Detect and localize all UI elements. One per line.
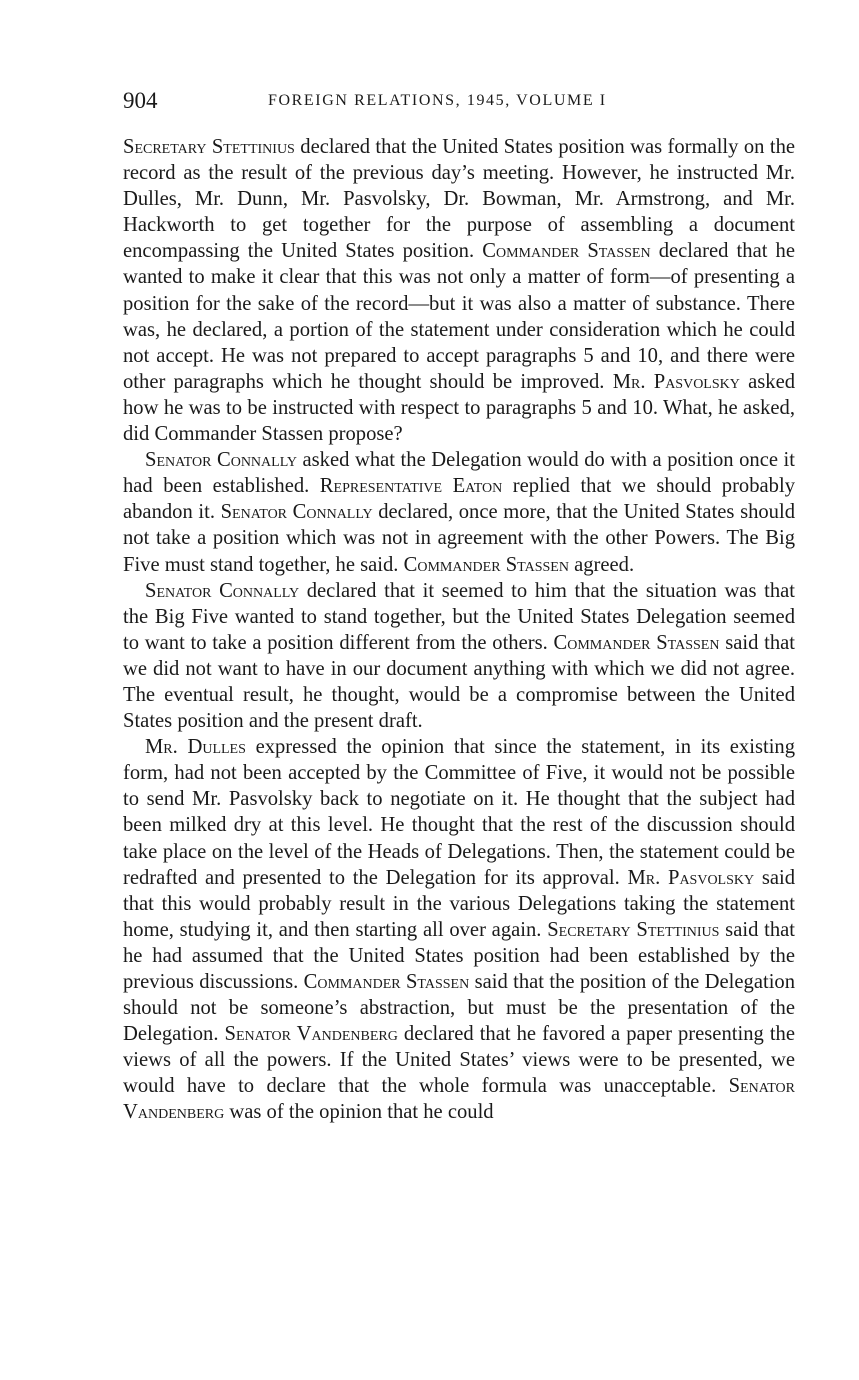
paragraph-text: declared, once more, that the United States should not take a position which was not in agreement with the other Powers. The Big Five must stand together, he said. — [123, 501, 795, 576]
speaker-name: Senator Connally — [220, 501, 373, 524]
paragraph-text: replied that we should probably abandon it. — [123, 475, 795, 524]
speaker-name: Commander Stassen — [482, 240, 651, 263]
speaker-name: Mr. Pasvolsky — [612, 370, 740, 393]
paragraph-text: said that he had assumed that the United States position had been established by the previous discussions. — [123, 918, 796, 993]
page-header — [123, 88, 795, 122]
speaker-name: Commander Stassen — [303, 971, 470, 993]
paragraph-text: said that this would probably result in the various Delegations taking the statement home, studying it, and then starting all over again. — [123, 866, 796, 941]
paragraph-text: agreed. — [568, 553, 635, 576]
paragraph-text: declared that he favored a paper presenting the views of all the powers. If the United States’ views were to be presented, we would have to declare that the whole formula was unacceptable. — [123, 1023, 795, 1098]
paragraph — [123, 447, 795, 577]
paragraph-text: expressed the opinion that since the statement, in its existing form, had not been accepted by the Committee of Five, it would not be possible to send Mr. Pasvolsky back to negotiate on it. He thought that the subject had been milked dry at this level. He thought that the rest of the discussion should take place on the level of the Heads of Delegations. Then, the statement could be redrafted and presented to the Delegation for its approval. — [123, 736, 796, 889]
paragraph-text: was of the opinion that he could — [224, 1101, 494, 1124]
speaker-name: Mr. Dulles — [145, 736, 246, 759]
speaker-name: Mr. Pasvolsky — [627, 866, 755, 889]
paragraph-text: said that the position of the Delegation should not be someone’s abstraction, but must be the presentation of the Delegation. — [123, 971, 796, 1046]
paragraph — [123, 134, 795, 447]
document-page — [123, 88, 795, 1126]
speaker-name: Senator Connally — [145, 449, 297, 472]
paragraph-text: asked how he was to be instructed with respect to paragraphs 5 and 10. What, he asked, did Commander Stassen propose? — [123, 370, 796, 446]
paragraph-text: declared that it seemed to him that the situation was that the Big Five wanted to stand together, but the United States Delegation seemed to want to take a position different from the others. — [123, 579, 795, 654]
speaker-name: Senator Vandenberg — [224, 1023, 398, 1046]
paragraph — [123, 578, 795, 735]
paragraph-text: declared that he wanted to make it clear that this was not only a matter of form—of presenting a position for the sake of the record—but it was also a matter of substance. There was, he declared, a portion of the statement under consideration which he could not accept. He was not prepared to accept paragraphs 5 and 10, and there were other paragraphs which he thought should be improved. — [123, 240, 795, 393]
speaker-name: Representative Eaton — [319, 475, 503, 498]
speaker-name: Senator Vandenberg — [123, 1075, 795, 1124]
paragraph-text: asked what the Delegation would do with a position once it had been established. — [123, 449, 795, 498]
paragraph-text: declared that the United States position was formally on the record as the result of the previous day’s meeting. However, he instructed Mr. Dulles, Mr. Dunn, Mr. Pasvolsky, Dr. Bowman, Mr. Armstrong, and Mr. Hackworth to get together for the purpose of assembling a document encompassing the United States position. — [123, 136, 796, 263]
paragraph-text: said that we did not want to have in our document anything with which we did not agree. The eventual result, he thought, would be a compromise between the United States position and the present draft. — [123, 631, 795, 733]
body-text — [123, 134, 795, 1126]
page-number: 904 — [123, 88, 158, 113]
speaker-name: Commander Stassen — [553, 631, 720, 654]
speaker-name: Commander Stassen — [403, 553, 569, 576]
speaker-name: Secretary Stettinius — [547, 918, 720, 941]
speaker-name: Senator Connally — [145, 579, 300, 602]
running-head: FOREIGN RELATIONS, 1945, VOLUME I — [268, 92, 607, 109]
speaker-name: Secretary Stettinius — [123, 136, 295, 158]
paragraph — [123, 734, 795, 1125]
